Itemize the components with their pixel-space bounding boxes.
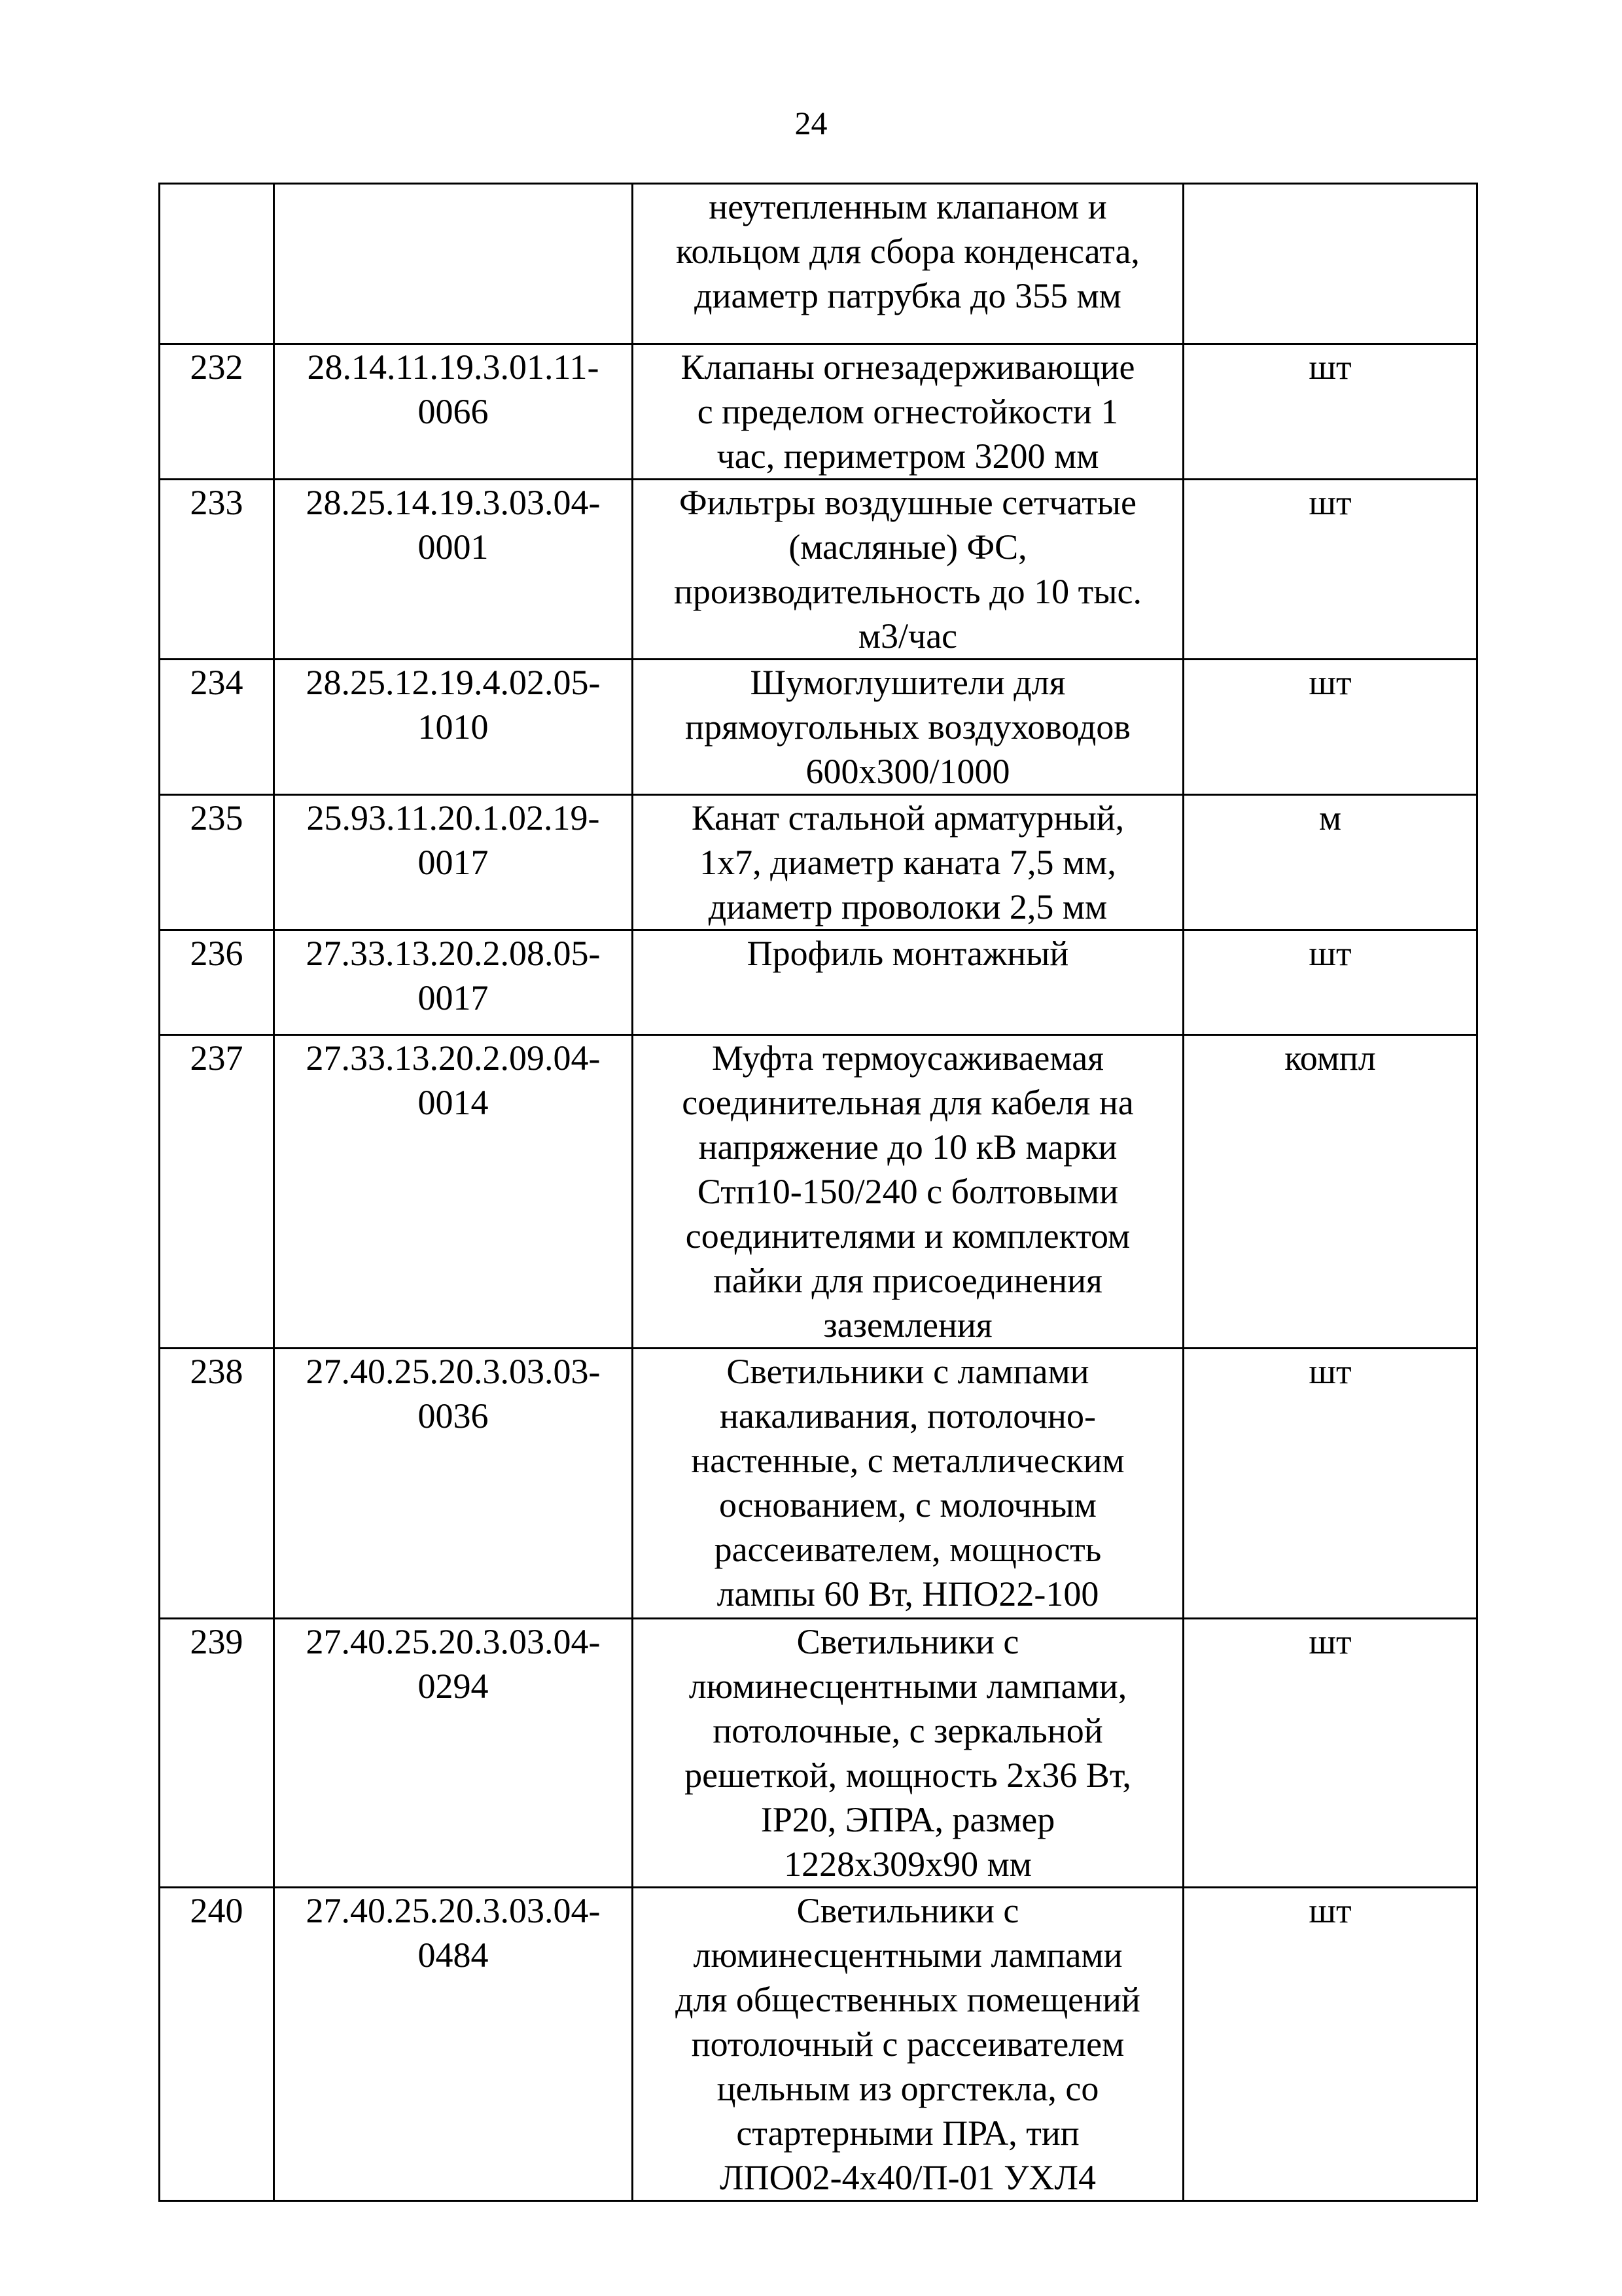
resource-code: 27.40.25.20.3.03.03- 0036: [306, 1352, 601, 1436]
row-number-cell: [160, 1035, 274, 1349]
row-number: 239: [190, 1622, 243, 1661]
row-number-cell: [160, 930, 274, 1035]
row-number: 234: [190, 663, 243, 702]
unit-cell: [1184, 660, 1477, 795]
row-number: 240: [190, 1891, 243, 1930]
row-number-cell: [160, 344, 274, 480]
unit: шт: [1309, 1352, 1352, 1391]
row-number-cell: [160, 1619, 274, 1888]
row-number: 236: [190, 934, 243, 973]
page-number: 24: [794, 105, 828, 141]
resource-name: Профиль монтажный: [747, 934, 1069, 973]
resource-name: Фильтры воздушные сетчатые (масляные) ФС, производительность до 10 тыс. м3/час: [674, 483, 1142, 656]
unit-cell: [1184, 1035, 1477, 1349]
table-row: [160, 660, 1477, 795]
unit-cell: [1184, 480, 1477, 660]
resource-name-cell: [633, 480, 1184, 660]
table-row: [160, 1619, 1477, 1888]
resource-name-cell: [633, 1619, 1184, 1888]
table-row: [160, 184, 1477, 344]
resource-name-cell: [633, 930, 1184, 1035]
resource-code: 25.93.11.20.1.02.19- 0017: [306, 798, 600, 882]
unit: м: [1318, 798, 1342, 838]
resource-name-cell: [633, 660, 1184, 795]
resource-code: 27.40.25.20.3.03.04- 0294: [306, 1622, 601, 1706]
resource-name-cell: [633, 1035, 1184, 1349]
unit-cell: [1184, 1349, 1477, 1619]
resource-code-cell: [274, 1619, 633, 1888]
table-row: [160, 344, 1477, 480]
resource-name-cell: [633, 795, 1184, 930]
unit: шт: [1309, 663, 1352, 702]
resource-code-cell: [274, 1888, 633, 2201]
row-number-cell: [160, 184, 274, 344]
resource-name-cell: [633, 1888, 1184, 2201]
resource-code-cell: [274, 1035, 633, 1349]
resource-name: Канат стальной арматурный, 1x7, диаметр каната 7,5 мм, диаметр проволоки 2,5 мм: [691, 798, 1125, 927]
resource-name: Шумоглушители для прямоугольных воздуховодов 600x300/1000: [685, 663, 1131, 791]
row-number-cell: [160, 795, 274, 930]
resource-code-cell: [274, 795, 633, 930]
unit-cell: [1184, 344, 1477, 480]
resource-name-cell: [633, 184, 1184, 344]
unit-cell: [1184, 795, 1477, 930]
unit-cell: [1184, 184, 1477, 344]
resource-name: Светильники с люминесцентными лампами для общественных помещений потолочный с рассеивателем цельным из оргстекла, со стартерными ПРА, тип ЛПО02-4x40/П-01 УХЛ4: [675, 1891, 1140, 2197]
row-number-cell: [160, 1888, 274, 2201]
resource-name-cell: [633, 344, 1184, 480]
table-row: [160, 1888, 1477, 2201]
resource-code-cell: [274, 344, 633, 480]
resource-code-cell: [274, 660, 633, 795]
row-number-cell: [160, 480, 274, 660]
resource-code-cell: [274, 184, 633, 344]
resource-code: 27.40.25.20.3.03.04- 0484: [306, 1891, 601, 1975]
unit-cell: [1184, 1888, 1477, 2201]
resource-name: Муфта термоусаживаемая соединительная для кабеля на напряжение до 10 кВ марки Стп10-150/240 с болтовыми соединителями и комплектом пайки для присоединения заземления: [682, 1038, 1134, 1345]
row-number: 238: [190, 1352, 243, 1391]
table-row: [160, 795, 1477, 930]
resource-code: 27.33.13.20.2.08.05- 0017: [306, 934, 601, 1017]
row-number: 233: [190, 483, 243, 522]
unit: шт: [1309, 1891, 1352, 1930]
row-number: 237: [190, 1038, 243, 1078]
resource-name-cell: [633, 1349, 1184, 1619]
table-row: [160, 1349, 1477, 1619]
resource-code: 28.14.11.19.3.01.11- 0066: [307, 347, 599, 431]
resource-code-cell: [274, 480, 633, 660]
table-row: [160, 930, 1477, 1035]
resource-name: неутепленным клапаном и кольцом для сбора конденсата, диаметр патрубка до 355 мм: [676, 187, 1140, 315]
resource-name: Клапаны огнезадерживающие с пределом огнестойкости 1 час, периметром 3200 мм: [680, 347, 1135, 476]
resource-code: 28.25.14.19.3.03.04- 0001: [306, 483, 601, 567]
unit: шт: [1309, 934, 1352, 973]
resource-name: Светильники с лампами накаливания, потолочно- настенные, с металлическим основанием, с молочным рассеивателем, мощность лампы 60 Вт, НПО22-100: [691, 1352, 1125, 1614]
unit-cell: [1184, 930, 1477, 1035]
row-number: 232: [190, 347, 243, 387]
resource-name: Светильники с люминесцентными лампами, потолочные, с зеркальной решеткой, мощность 2x36 Вт, IP20, ЭПРА, размер 1228x309x90 мм: [684, 1622, 1131, 1884]
resource-code-cell: [274, 1349, 633, 1619]
resource-code-cell: [274, 930, 633, 1035]
unit: компл: [1284, 1038, 1376, 1078]
row-number-cell: [160, 1349, 274, 1619]
unit: шт: [1309, 483, 1352, 522]
unit: шт: [1309, 1622, 1352, 1661]
table-row: [160, 1035, 1477, 1349]
row-number: 235: [190, 798, 243, 838]
row-number-cell: [160, 660, 274, 795]
unit: шт: [1309, 347, 1352, 387]
resource-code: 28.25.12.19.4.02.05- 1010: [306, 663, 601, 747]
unit-cell: [1184, 1619, 1477, 1888]
resource-code: 27.33.13.20.2.09.04- 0014: [306, 1038, 601, 1122]
resource-table: [158, 183, 1478, 2202]
table-row: [160, 480, 1477, 660]
